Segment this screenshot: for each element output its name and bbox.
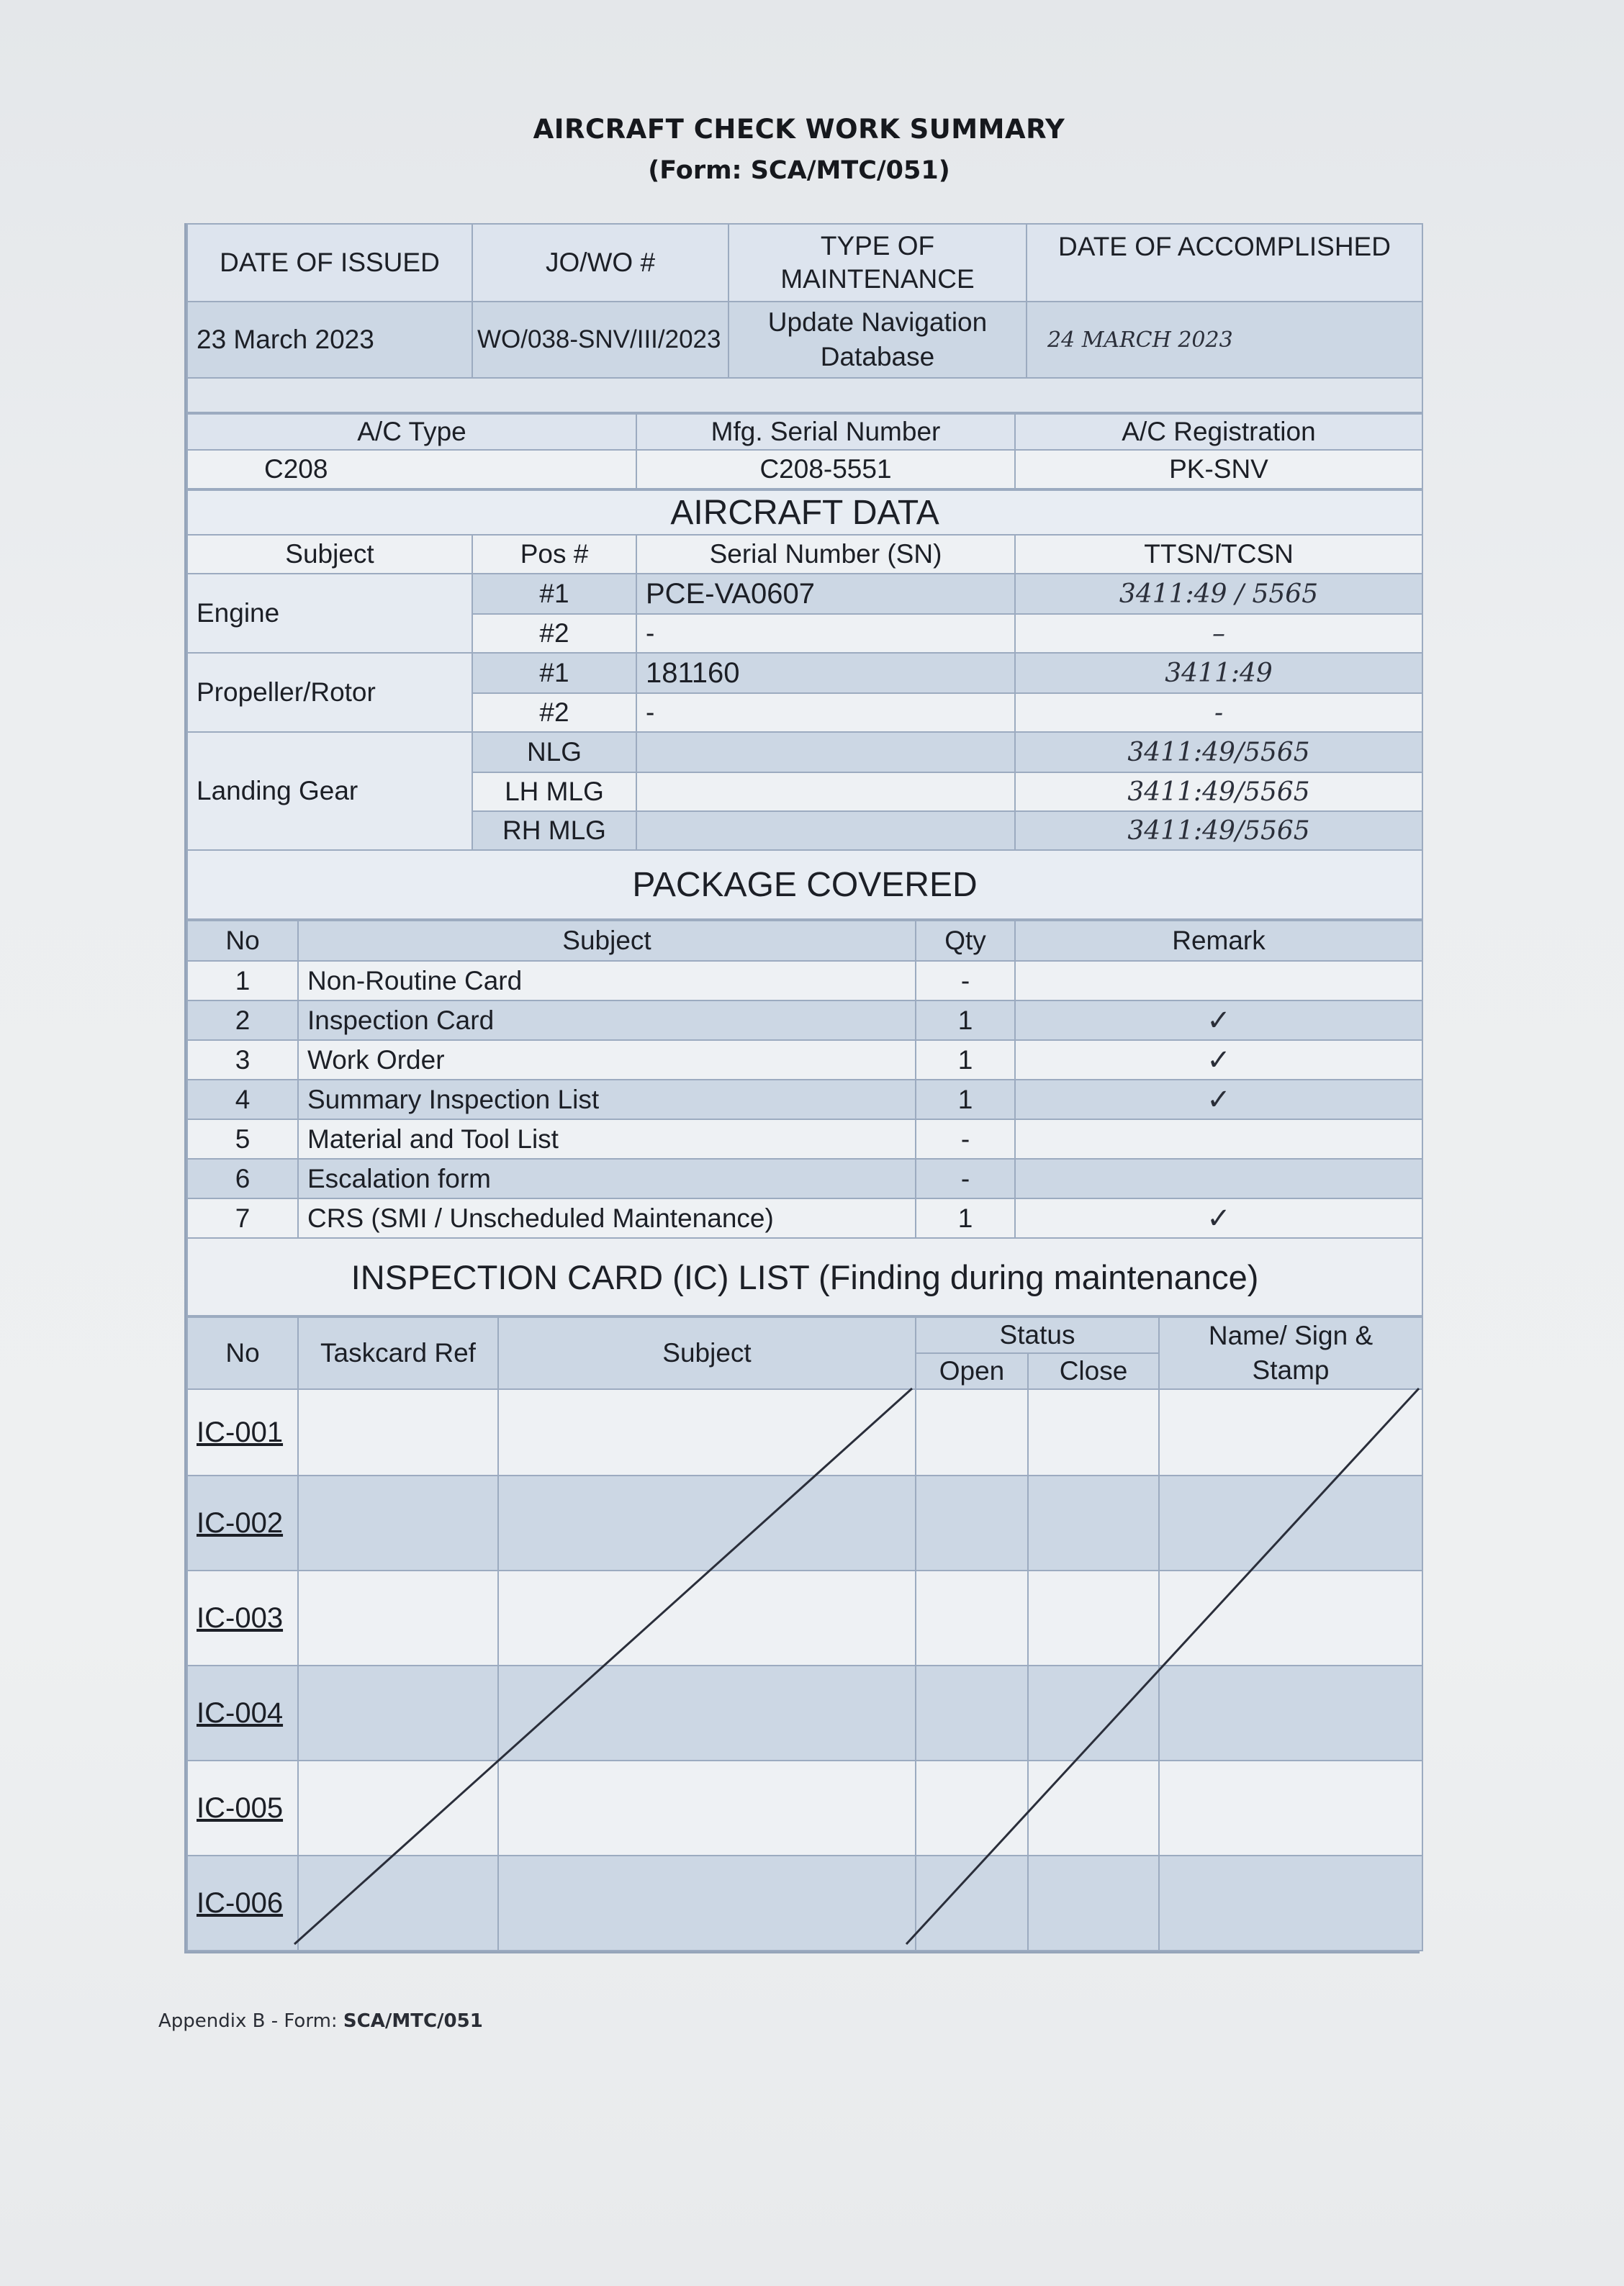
package-qty: 1 [916, 1198, 1015, 1238]
date-issued-value: 23 March 2023 [187, 302, 472, 378]
work-summary-sheet [184, 223, 1420, 1953]
package-no: 3 [187, 1040, 298, 1080]
ac-type-value: C208 [187, 450, 636, 489]
ic-ref: IC-003 [187, 1571, 298, 1666]
work-info-table [186, 223, 1423, 413]
ic-name-cell [1159, 1476, 1422, 1571]
ac-registration-value: PK-SNV [1015, 450, 1422, 489]
ic-ref: IC-006 [187, 1856, 298, 1951]
package-row [187, 1040, 1422, 1080]
header-type-maintenance: TYPE OF MAINTENANCE [728, 224, 1027, 302]
title-block [180, 114, 1418, 185]
ic-taskcard-cell [298, 1666, 498, 1761]
package-no: 2 [187, 1000, 298, 1040]
aircraft-data-title: AIRCRAFT DATA [187, 490, 1422, 535]
ic-header-taskcard: Taskcard Ref [298, 1317, 498, 1389]
ic-row [187, 1476, 1422, 1571]
ic-ref: IC-001 [187, 1389, 298, 1476]
aircraft-id-table [186, 413, 1423, 489]
header-jowo: JO/WO # [472, 224, 728, 302]
header-ttsn-tcsn: TTSN/TCSN [1015, 535, 1422, 574]
ic-ref: IC-005 [187, 1761, 298, 1856]
ic-name-cell [1159, 1761, 1422, 1856]
landing-gear-nlg-ttsn: 3411:49/5565 [1015, 732, 1422, 772]
aircraft-data-table [186, 489, 1423, 920]
ic-subject-cell [498, 1389, 916, 1476]
header-serial-number: Serial Number (SN) [636, 535, 1015, 574]
engine-1-ttsn: 3411:49 / 5565 [1015, 574, 1422, 614]
header-subject: Subject [187, 535, 472, 574]
package-subject: Summary Inspection List [298, 1080, 916, 1119]
propeller-2-pos: #2 [472, 693, 636, 732]
ic-close-cell [1028, 1571, 1159, 1666]
landing-gear-lh-ttsn: 3411:49/5565 [1015, 772, 1422, 811]
package-row [187, 961, 1422, 1000]
ic-row [187, 1571, 1422, 1666]
package-remark [1015, 1159, 1422, 1198]
package-qty: 1 [916, 1040, 1015, 1080]
header-date-issued: DATE OF ISSUED [187, 224, 472, 302]
package-no: 1 [187, 961, 298, 1000]
ic-taskcard-cell [298, 1856, 498, 1951]
package-row [187, 1198, 1422, 1238]
mfg-serial-value: C208-5551 [636, 450, 1015, 489]
package-remark: ✓ [1015, 1198, 1422, 1238]
ic-row [187, 1856, 1422, 1951]
package-header-no: No [187, 921, 298, 961]
ic-subject-cell [498, 1856, 916, 1951]
ic-close-cell [1028, 1856, 1159, 1951]
propeller-1-pos: #1 [472, 653, 636, 693]
package-remark: ✓ [1015, 1000, 1422, 1040]
ic-ref: IC-002 [187, 1476, 298, 1571]
ic-name-cell [1159, 1666, 1422, 1761]
ic-header-name: Name/ Sign & Stamp [1159, 1317, 1422, 1389]
ic-subject-cell [498, 1476, 916, 1571]
package-row [187, 1080, 1422, 1119]
ic-taskcard-cell [298, 1389, 498, 1476]
ic-list-title: INSPECTION CARD (IC) LIST (Finding during maintenance) [187, 1238, 1422, 1316]
package-header-remark: Remark [1015, 921, 1422, 961]
ic-close-cell [1028, 1389, 1159, 1476]
landing-gear-nlg-pos: NLG [472, 732, 636, 772]
package-row [187, 1000, 1422, 1040]
engine-1-sn: PCE-VA0607 [636, 574, 1015, 614]
ic-taskcard-cell [298, 1476, 498, 1571]
package-covered-title: PACKAGE COVERED [187, 850, 1422, 919]
ic-subject-cell [498, 1761, 916, 1856]
engine-2-ttsn: – [1015, 614, 1422, 653]
engine-label: Engine [187, 574, 472, 653]
engine-2-pos: #2 [472, 614, 636, 653]
engine-2-sn: - [636, 614, 1015, 653]
package-qty: - [916, 1159, 1015, 1198]
document-title: AIRCRAFT CHECK WORK SUMMARY [533, 114, 1065, 145]
package-qty: - [916, 1119, 1015, 1159]
ic-close-cell [1028, 1761, 1159, 1856]
type-maintenance-value: Update Navigation Database [728, 302, 1027, 378]
package-subject: Material and Tool List [298, 1119, 916, 1159]
package-header-subject: Subject [298, 921, 916, 961]
package-remark [1015, 961, 1422, 1000]
package-remark: ✓ [1015, 1040, 1422, 1080]
ic-close-cell [1028, 1476, 1159, 1571]
package-row [187, 1159, 1422, 1198]
package-row [187, 1119, 1422, 1159]
footer-prefix: Appendix B - Form: [158, 2010, 343, 2032]
package-subject: Escalation form [298, 1159, 916, 1198]
ic-open-cell [916, 1571, 1028, 1666]
header-mfg-serial: Mfg. Serial Number [636, 414, 1015, 450]
package-subject: CRS (SMI / Unscheduled Maintenance) [298, 1198, 916, 1238]
ic-open-cell [916, 1856, 1028, 1951]
ic-header-close: Close [1028, 1353, 1159, 1389]
package-no: 6 [187, 1159, 298, 1198]
ic-name-cell [1159, 1856, 1422, 1951]
package-remark [1015, 1119, 1422, 1159]
spacer-bar [187, 378, 1422, 412]
package-qty: 1 [916, 1000, 1015, 1040]
landing-gear-nlg-sn [636, 732, 1015, 772]
package-header-qty: Qty [916, 921, 1015, 961]
propeller-1-sn: 181160 [636, 653, 1015, 693]
propeller-2-sn: - [636, 693, 1015, 732]
ic-row [187, 1666, 1422, 1761]
ic-list-table [186, 1316, 1423, 1951]
ic-subject-cell [498, 1666, 916, 1761]
ic-open-cell [916, 1389, 1028, 1476]
jowo-value: WO/038-SNV/III/2023 [472, 302, 728, 378]
package-covered-table [186, 920, 1423, 1316]
ic-ref: IC-004 [187, 1666, 298, 1761]
header-pos: Pos # [472, 535, 636, 574]
header-date-accomplished: DATE OF ACCOMPLISHED [1027, 224, 1422, 302]
package-qty: 1 [916, 1080, 1015, 1119]
ic-name-cell [1159, 1389, 1422, 1476]
ic-header-status: Status [916, 1317, 1159, 1353]
ic-row [187, 1761, 1422, 1856]
engine-1-pos: #1 [472, 574, 636, 614]
landing-gear-lh-sn [636, 772, 1015, 811]
header-ac-type: A/C Type [187, 414, 636, 450]
package-remark: ✓ [1015, 1080, 1422, 1119]
package-subject: Work Order [298, 1040, 916, 1080]
ic-taskcard-cell [298, 1761, 498, 1856]
package-no: 4 [187, 1080, 298, 1119]
package-subject: Non-Routine Card [298, 961, 916, 1000]
ic-row [187, 1389, 1422, 1476]
ic-header-open: Open [916, 1353, 1028, 1389]
form-reference: (Form: SCA/MTC/051) [648, 156, 950, 185]
landing-gear-label: Landing Gear [187, 732, 472, 850]
landing-gear-rh-sn [636, 811, 1015, 850]
ic-open-cell [916, 1761, 1028, 1856]
ic-header-no: No [187, 1317, 298, 1389]
ic-open-cell [916, 1476, 1028, 1571]
propeller-1-ttsn: 3411:49 [1015, 653, 1422, 693]
ic-list-section [186, 1316, 1417, 1951]
package-no: 7 [187, 1198, 298, 1238]
package-no: 5 [187, 1119, 298, 1159]
ic-subject-cell [498, 1571, 916, 1666]
header-ac-registration: A/C Registration [1015, 414, 1422, 450]
ic-name-cell [1159, 1571, 1422, 1666]
propeller-2-ttsn: - [1015, 693, 1422, 732]
propeller-label: Propeller/Rotor [187, 653, 472, 732]
package-subject: Inspection Card [298, 1000, 916, 1040]
footer-form: SCA/MTC/051 [343, 2010, 483, 2032]
landing-gear-rh-pos: RH MLG [472, 811, 636, 850]
ic-close-cell [1028, 1666, 1159, 1761]
footer [158, 2010, 483, 2032]
package-qty: - [916, 961, 1015, 1000]
ic-taskcard-cell [298, 1571, 498, 1666]
date-accomplished-value: 24 MARCH 2023 [1027, 302, 1422, 378]
landing-gear-lh-pos: LH MLG [472, 772, 636, 811]
landing-gear-rh-ttsn: 3411:49/5565 [1015, 811, 1422, 850]
ic-open-cell [916, 1666, 1028, 1761]
ic-header-subject: Subject [498, 1317, 916, 1389]
